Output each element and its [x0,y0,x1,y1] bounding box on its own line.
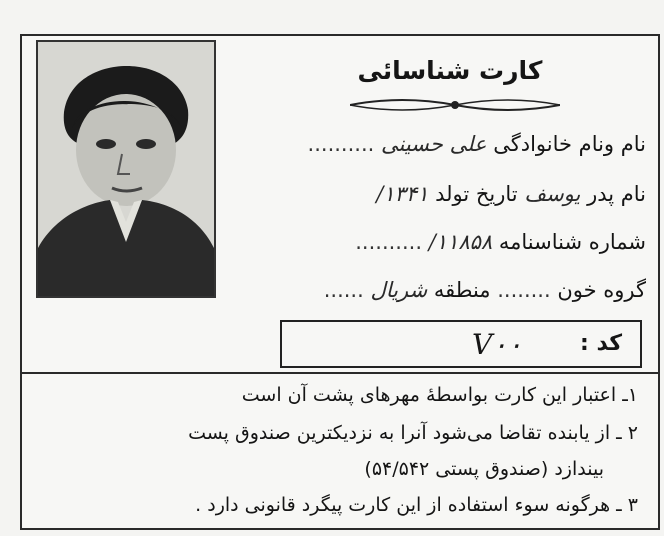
ornament-divider [350,95,560,115]
card-divider [20,372,660,374]
rule-2-continued: بیندازد (صندوق پستی ۵۴/۵۴۲) [364,458,604,480]
name-label: نام ونام خانوادگی [493,132,646,156]
birth-date-value: ۱۳۴۱/ [376,182,429,206]
region-value: شریال [370,278,428,302]
id-number-dotted-line: .......... [355,230,423,254]
father-name-value: یوسف [524,182,581,206]
birth-date-label: تاریخ تولد [435,182,518,206]
rule-3: ۳ ـ هرگونه سوء استفاده از این کارت پیگرد قانونی دارد . [195,494,638,516]
id-number-value: ۱۱۸۵۸/ [428,230,493,254]
name-field [308,132,646,156]
code-value: V۰۰ [472,328,523,361]
portrait-image [38,42,214,296]
card-title: کارت شناسائی [357,56,543,85]
father-birth-field [376,182,646,206]
blood-group-dotted-line: ........ [497,278,551,302]
id-number-label: شماره شناسنامه [498,230,646,254]
father-name-label: نام پدر [587,182,646,206]
region-label: منطقه [433,278,491,302]
rule-2: ۲ ـ از یابنده تقاضا می‌شود آنرا به نزدیکترین صندوق پست [188,422,638,444]
code-box [280,320,642,368]
id-photo [36,40,216,298]
blood-group-label: گروه خون [557,278,646,302]
code-label: کد : [580,331,622,356]
rule-1: ۱ـ اعتبار این کارت بواسطهٔ مهرهای پشت آن است [241,384,638,406]
name-dotted-line: .......... [307,132,375,156]
name-value: علی حسینی [381,132,487,156]
blood-region-field [324,278,646,302]
region-dotted-line: ...... [323,278,364,302]
id-number-field [355,230,646,254]
